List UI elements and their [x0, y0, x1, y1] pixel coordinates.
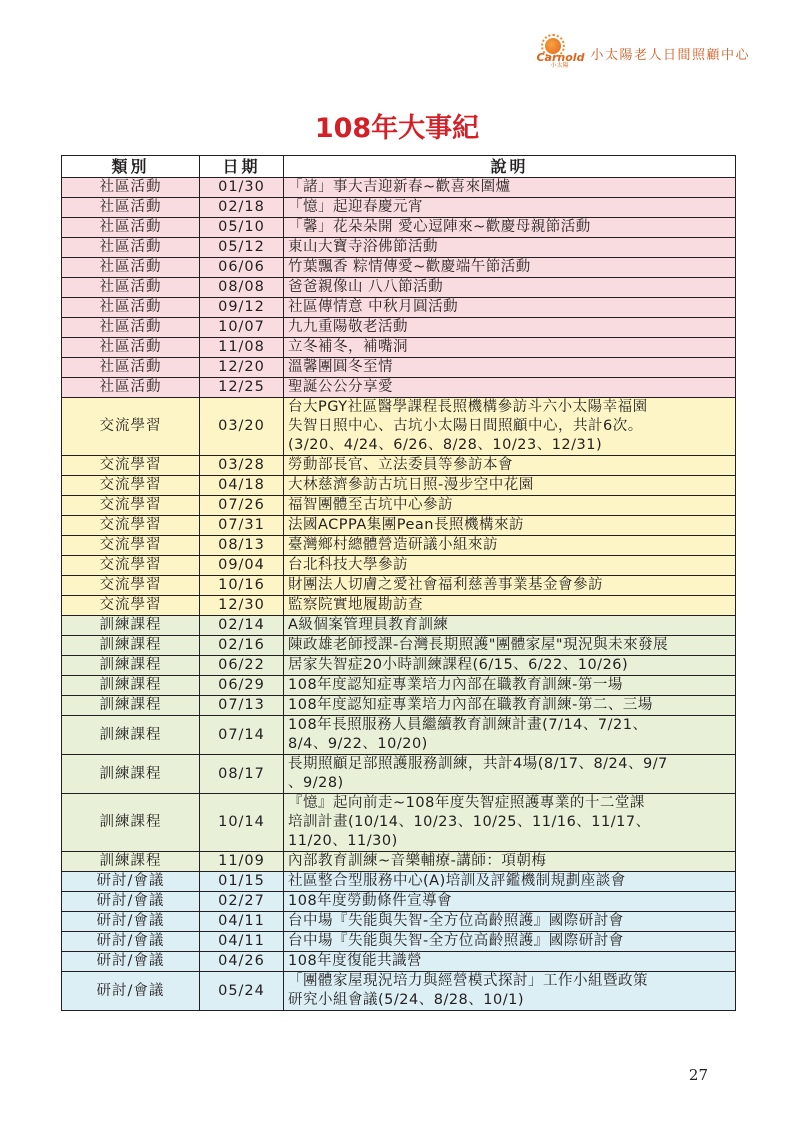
- description-cell: 監察院實地履勘訪查: [284, 596, 736, 616]
- description-cell: 「團體家屋現況培力與經營模式探討」工作小組暨政策 研究小組會議(5/24、8/28、10/1): [284, 972, 736, 1011]
- description-cell: 居家失智症20小時訓練課程(6/15、6/22、10/26): [284, 656, 736, 676]
- description-cell: 台大PGY社區醫學課程長照機構參訪斗六小太陽幸福園 失智日照中心、古坑小太陽日間照顧中心，共計6次。 (3/20、4/24、6/26、8/28、10/23、12/31): [284, 398, 736, 456]
- date-cell: 05/24: [200, 972, 284, 1011]
- date-cell: 08/17: [200, 755, 284, 794]
- category-cell: 訓練課程: [62, 676, 200, 696]
- date-cell: 10/07: [200, 318, 284, 338]
- category-cell: 交流學習: [62, 398, 200, 456]
- category-cell: 交流學習: [62, 536, 200, 556]
- description-cell: 『憶』起向前走~108年度失智症照護專業的十二堂課 培訓計畫(10/14、10/23、10/25、11/16、11/17、 11/20、11/30): [284, 794, 736, 852]
- category-cell: 交流學習: [62, 516, 200, 536]
- category-cell: 訓練課程: [62, 852, 200, 872]
- date-cell: 01/15: [200, 872, 284, 892]
- description-cell: 法國ACPPA集團Pean長照機構來訪: [284, 516, 736, 536]
- category-cell: 研討/會議: [62, 872, 200, 892]
- category-cell: 社區活動: [62, 198, 200, 218]
- table-row: [62, 338, 736, 358]
- table-row: [62, 576, 736, 596]
- category-cell: 交流學習: [62, 476, 200, 496]
- description-cell: 長期照顧足部照護服務訓練，共計4場(8/17、8/24、9/7 、9/28): [284, 755, 736, 794]
- description-cell: 勞動部長官、立法委員等參訪本會: [284, 456, 736, 476]
- table-row: [62, 476, 736, 496]
- category-cell: 交流學習: [62, 556, 200, 576]
- table-row: [62, 952, 736, 972]
- description-cell: 社區傳情意 中秋月圓活動: [284, 298, 736, 318]
- category-cell: 社區活動: [62, 258, 200, 278]
- category-cell: 交流學習: [62, 576, 200, 596]
- category-cell: 研討/會議: [62, 972, 200, 1011]
- description-cell: 內部教育訓練~音樂輔療-講師：項朝梅: [284, 852, 736, 872]
- table-row: [62, 378, 736, 398]
- date-cell: 04/26: [200, 952, 284, 972]
- logo-subtext: 小太陽: [550, 62, 569, 69]
- date-cell: 06/22: [200, 656, 284, 676]
- category-cell: 交流學習: [62, 596, 200, 616]
- table-row: [62, 972, 736, 1011]
- description-cell: 陳政雄老師授課-台灣長期照護"團體家屋"現況與未來發展: [284, 636, 736, 656]
- table-row: [62, 596, 736, 616]
- page-number: 27: [688, 1066, 708, 1084]
- date-cell: 12/25: [200, 378, 284, 398]
- category-cell: 社區活動: [62, 178, 200, 198]
- category-cell: 訓練課程: [62, 636, 200, 656]
- date-cell: 08/08: [200, 278, 284, 298]
- description-cell: 溫馨團圓冬至情: [284, 358, 736, 378]
- date-cell: 08/13: [200, 536, 284, 556]
- table-row: [62, 358, 736, 378]
- description-cell: A級個案管理員教育訓練: [284, 616, 736, 636]
- table-row: [62, 456, 736, 476]
- col-header-description: 說明: [284, 156, 736, 178]
- date-cell: 09/12: [200, 298, 284, 318]
- date-cell: 12/20: [200, 358, 284, 378]
- category-cell: 社區活動: [62, 238, 200, 258]
- description-cell: 爸爸親像山 八八節活動: [284, 278, 736, 298]
- table-row: [62, 298, 736, 318]
- date-cell: 07/13: [200, 696, 284, 716]
- table-row: [62, 238, 736, 258]
- date-cell: 01/30: [200, 178, 284, 198]
- table-row: [62, 616, 736, 636]
- date-cell: 07/14: [200, 716, 284, 755]
- date-cell: 12/30: [200, 596, 284, 616]
- org-name: 小太陽老人日間照顧中心: [590, 47, 750, 63]
- events-table: [61, 155, 736, 1011]
- description-cell: 台中場『失能與失智-全方位高齡照護』國際研討會: [284, 932, 736, 952]
- date-cell: 11/09: [200, 852, 284, 872]
- date-cell: 02/16: [200, 636, 284, 656]
- date-cell: 06/29: [200, 676, 284, 696]
- description-cell: 「憶」起迎春慶元宵: [284, 198, 736, 218]
- description-cell: 大林慈濟參訪古坑日照-漫步空中花園: [284, 476, 736, 496]
- table-row: [62, 932, 736, 952]
- logo-wordmark: Carnold: [536, 51, 585, 64]
- category-cell: 訓練課程: [62, 696, 200, 716]
- col-header-date: 日期: [200, 156, 284, 178]
- category-cell: 交流學習: [62, 496, 200, 516]
- category-cell: 研討/會議: [62, 952, 200, 972]
- table-row: [62, 696, 736, 716]
- description-cell: 社區整合型服務中心(A)培訓及評鑑機制規劃座談會: [284, 872, 736, 892]
- description-cell: 「諸」事大吉迎新春~歡喜來圍爐: [284, 178, 736, 198]
- date-cell: 04/11: [200, 912, 284, 932]
- date-cell: 09/04: [200, 556, 284, 576]
- category-cell: 社區活動: [62, 338, 200, 358]
- category-cell: 社區活動: [62, 218, 200, 238]
- date-cell: 05/10: [200, 218, 284, 238]
- category-cell: 交流學習: [62, 456, 200, 476]
- table-row: [62, 892, 736, 912]
- description-cell: 竹葉飄香 粽情傳愛~歡慶端午節活動: [284, 258, 736, 278]
- col-header-category: 類別: [62, 156, 200, 178]
- description-cell: 108年度認知症專業培力內部在職教育訓練-第一場: [284, 676, 736, 696]
- table-row: [62, 755, 736, 794]
- category-cell: 社區活動: [62, 278, 200, 298]
- table-row: [62, 318, 736, 338]
- description-cell: 108年度復能共識營: [284, 952, 736, 972]
- date-cell: 05/12: [200, 238, 284, 258]
- description-cell: 東山大寶寺浴佛節活動: [284, 238, 736, 258]
- date-cell: 03/28: [200, 456, 284, 476]
- table-row: [62, 656, 736, 676]
- table-row: [62, 198, 736, 218]
- table-header-row: [62, 156, 736, 178]
- category-cell: 社區活動: [62, 298, 200, 318]
- date-cell: 04/18: [200, 476, 284, 496]
- date-cell: 10/16: [200, 576, 284, 596]
- date-cell: 03/20: [200, 398, 284, 456]
- table-row: [62, 676, 736, 696]
- sun-logo-icon: [536, 36, 584, 70]
- date-cell: 10/14: [200, 794, 284, 852]
- category-cell: 社區活動: [62, 378, 200, 398]
- date-cell: 07/26: [200, 496, 284, 516]
- table-row: [62, 852, 736, 872]
- brand-header: [536, 36, 750, 70]
- description-cell: 立冬補冬，補嘴洞: [284, 338, 736, 358]
- category-cell: 社區活動: [62, 318, 200, 338]
- date-cell: 02/18: [200, 198, 284, 218]
- description-cell: 108年長照服務人員繼續教育訓練計畫(7/14、7/21、 8/4、9/22、10/20): [284, 716, 736, 755]
- table-row: [62, 556, 736, 576]
- table-row: [62, 536, 736, 556]
- table-row: [62, 178, 736, 198]
- table-row: [62, 912, 736, 932]
- date-cell: 02/27: [200, 892, 284, 912]
- category-cell: 訓練課程: [62, 616, 200, 636]
- category-cell: 訓練課程: [62, 716, 200, 755]
- category-cell: 研討/會議: [62, 912, 200, 932]
- category-cell: 研討/會議: [62, 932, 200, 952]
- description-cell: 108年度勞動條件宣導會: [284, 892, 736, 912]
- category-cell: 訓練課程: [62, 656, 200, 676]
- date-cell: 07/31: [200, 516, 284, 536]
- table-row: [62, 516, 736, 536]
- description-cell: 九九重陽敬老活動: [284, 318, 736, 338]
- description-cell: 108年度認知症專業培力內部在職教育訓練-第二、三場: [284, 696, 736, 716]
- description-cell: 台中場『失能與失智-全方位高齡照護』國際研討會: [284, 912, 736, 932]
- date-cell: 04/11: [200, 932, 284, 952]
- description-cell: 聖誕公公分享愛: [284, 378, 736, 398]
- table-row: [62, 496, 736, 516]
- description-cell: 台北科技大學參訪: [284, 556, 736, 576]
- date-cell: 06/06: [200, 258, 284, 278]
- page-title: 108年大事紀: [314, 113, 480, 144]
- table-row: [62, 872, 736, 892]
- description-cell: 財團法人切膚之愛社會福利慈善事業基金會參訪: [284, 576, 736, 596]
- date-cell: 02/14: [200, 616, 284, 636]
- date-cell: 11/08: [200, 338, 284, 358]
- category-cell: 研討/會議: [62, 892, 200, 912]
- category-cell: 訓練課程: [62, 755, 200, 794]
- table-row: [62, 716, 736, 755]
- description-cell: 臺灣鄉村總體營造研議小組來訪: [284, 536, 736, 556]
- table-row: [62, 278, 736, 298]
- description-cell: 「馨」花朵朵開 愛心逗陣來~歡慶母親節活動: [284, 218, 736, 238]
- description-cell: 福智團體至古坑中心參訪: [284, 496, 736, 516]
- category-cell: 訓練課程: [62, 794, 200, 852]
- table-row: [62, 218, 736, 238]
- table-row: [62, 794, 736, 852]
- table-row: [62, 636, 736, 656]
- table-row: [62, 258, 736, 278]
- table-row: [62, 398, 736, 456]
- category-cell: 社區活動: [62, 358, 200, 378]
